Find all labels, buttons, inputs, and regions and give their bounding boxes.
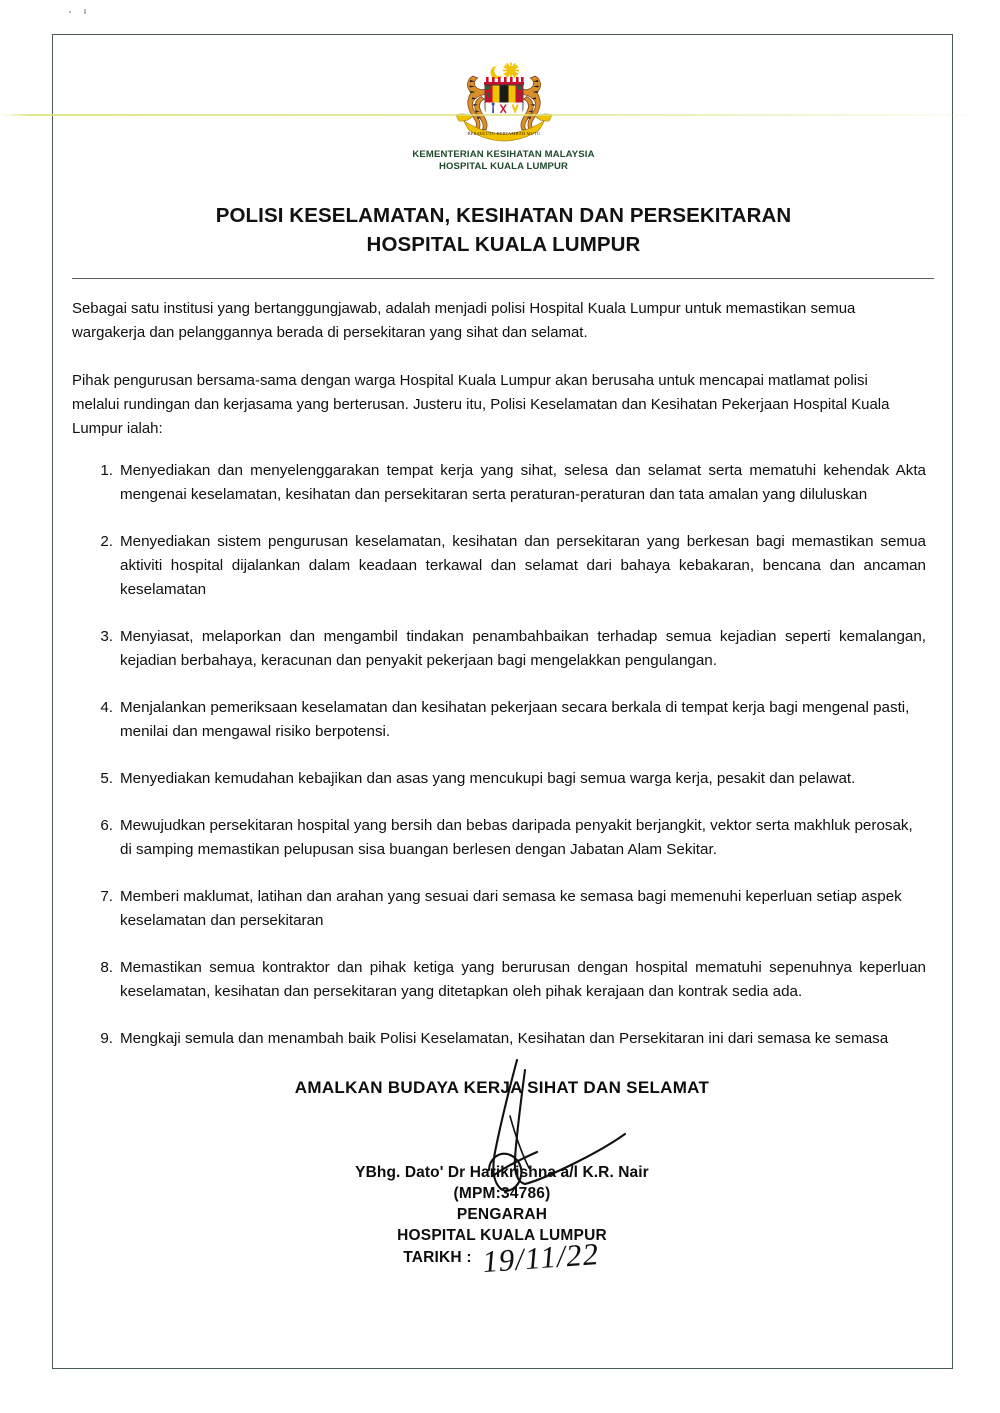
letterhead [53, 35, 954, 172]
signatory-position: PENGARAH [456, 1206, 548, 1223]
letterhead-organisation [53, 149, 954, 172]
policy-item: Mengkaji semula dan menambah baik Polisi Keselamatan, Kesihatan dan Persekitaran ini dari semasa ke semasa [120, 1030, 889, 1047]
signatory-name: YBhg. Dato' Dr Harikrishna a/l K.R. Nair [355, 1164, 649, 1181]
policy-item: Menyediakan sistem pengurusan keselamatan, kesihatan dan persekitaran yang berkesan bagi memastikan semua aktiviti hospital dijalankan dalam keadaan terkawal dan selamat dari bahaya kebakaran, bencana dan ancaman keselamatan [120, 533, 926, 598]
policy-item: Menyiasat, melaporkan dan mengambil tindakan penambahbaikan terhadap semua kejadian seperti kemalangan, kejadian berbahaya, keracunan dan penyakit pekerjaan bagi mengelakkan pengulangan. [120, 628, 926, 669]
svg-text:BERSEKUTU BERTAMBAH MUTU: BERSEKUTU BERTAMBAH MUTU [467, 131, 540, 136]
policy-item: Memberi maklumat, latihan dan arahan yang sesuai dari semasa ke semasa bagi memenuhi keperluan setiap aspek keselamatan dan persekitaran [120, 888, 902, 929]
policy-item: Memastikan semua kontraktor dan pihak ketiga yang berurusan dengan hospital mematuhi sepenuhnya keperluan keselamatan, kesihatan dan persekitaran yang ditetapkan oleh pihak kerajaan dan kontrak sedia ada. [120, 959, 926, 1000]
policy-item: Mewujudkan persekitaran hospital yang bersih dan bebas daripada penyakit berjangkit, vektor serta makhluk perosak, di samping memastikan pelupusan sisa buangan berlesen dengan Jabatan Alam Sekitar. [120, 817, 913, 858]
policy-item: Menyediakan dan menyelenggarakan tempat kerja yang sihat, selesa dan selamat serta mematuhi kehendak Akta mengenai keselamatan, kesihatan dan persekitaran serta peraturan-peraturan dan tata amalan yang diluluskan [120, 462, 926, 503]
policy-item: Menyediakan kemudahan kebajikan dan asas yang mencukupi bagi semua warga kerja, pesakit dan pelawat. [120, 770, 856, 787]
date-handwritten-value: 19/11/22 [480, 1235, 601, 1280]
intro-paragraph-2: Pihak pengurusan bersama-sama dengan warga Hospital Kuala Lumpur akan berusaha untuk mencapai matlamat polisi melalui rundingan dan kerjasama yang berterusan. Justeru itu, Polisi Keselamatan dan Kesihatan Pekerjaan Hospital Kuala Lumpur ialah: [72, 372, 890, 437]
scanner-artifact-line [0, 114, 1000, 116]
signatory-organisation: HOSPITAL KUALA LUMPUR [397, 1227, 607, 1244]
scan-speck [69, 11, 71, 13]
document-page [52, 34, 953, 1369]
hospital-name: HOSPITAL KUALA LUMPUR [438, 160, 569, 172]
signoff-block [72, 1078, 932, 1280]
page-title [53, 201, 954, 259]
policy-list [72, 459, 932, 1051]
scan-speck [84, 9, 86, 14]
page-title-line2: HOSPITAL KUALA LUMPUR [366, 233, 641, 256]
malaysia-coat-of-arms-icon [440, 53, 568, 145]
intro-paragraph-1: Sebagai satu institusi yang bertanggungjawab, adalah menjadi polisi Hospital Kuala Lumpur untuk memastikan semua wargakerja dan pelanggannya berada di persekitaran yang sihat dan selamat. [72, 300, 856, 341]
document-content [53, 35, 954, 1370]
policy-item: Menjalankan pemeriksaan keselamatan dan kesihatan pekerjaan secara berkala di tempat kerja bagi mengenal pasti, menilai dan mengawal risiko berpotensi. [120, 699, 910, 740]
document-body [72, 279, 932, 1280]
ministry-name: KEMENTERIAN KESIHATAN MALAYSIA [412, 149, 595, 160]
signatory-registration: (MPM:34786) [453, 1185, 551, 1202]
page-title-line1: POLISI KESELAMATAN, KESIHATAN DAN PERSEKITARAN [215, 204, 792, 227]
date-label: TARIKH : [403, 1249, 472, 1266]
slogan-text: AMALKAN BUDAYA KERJA SIHAT DAN SELAMAT [294, 1078, 710, 1097]
